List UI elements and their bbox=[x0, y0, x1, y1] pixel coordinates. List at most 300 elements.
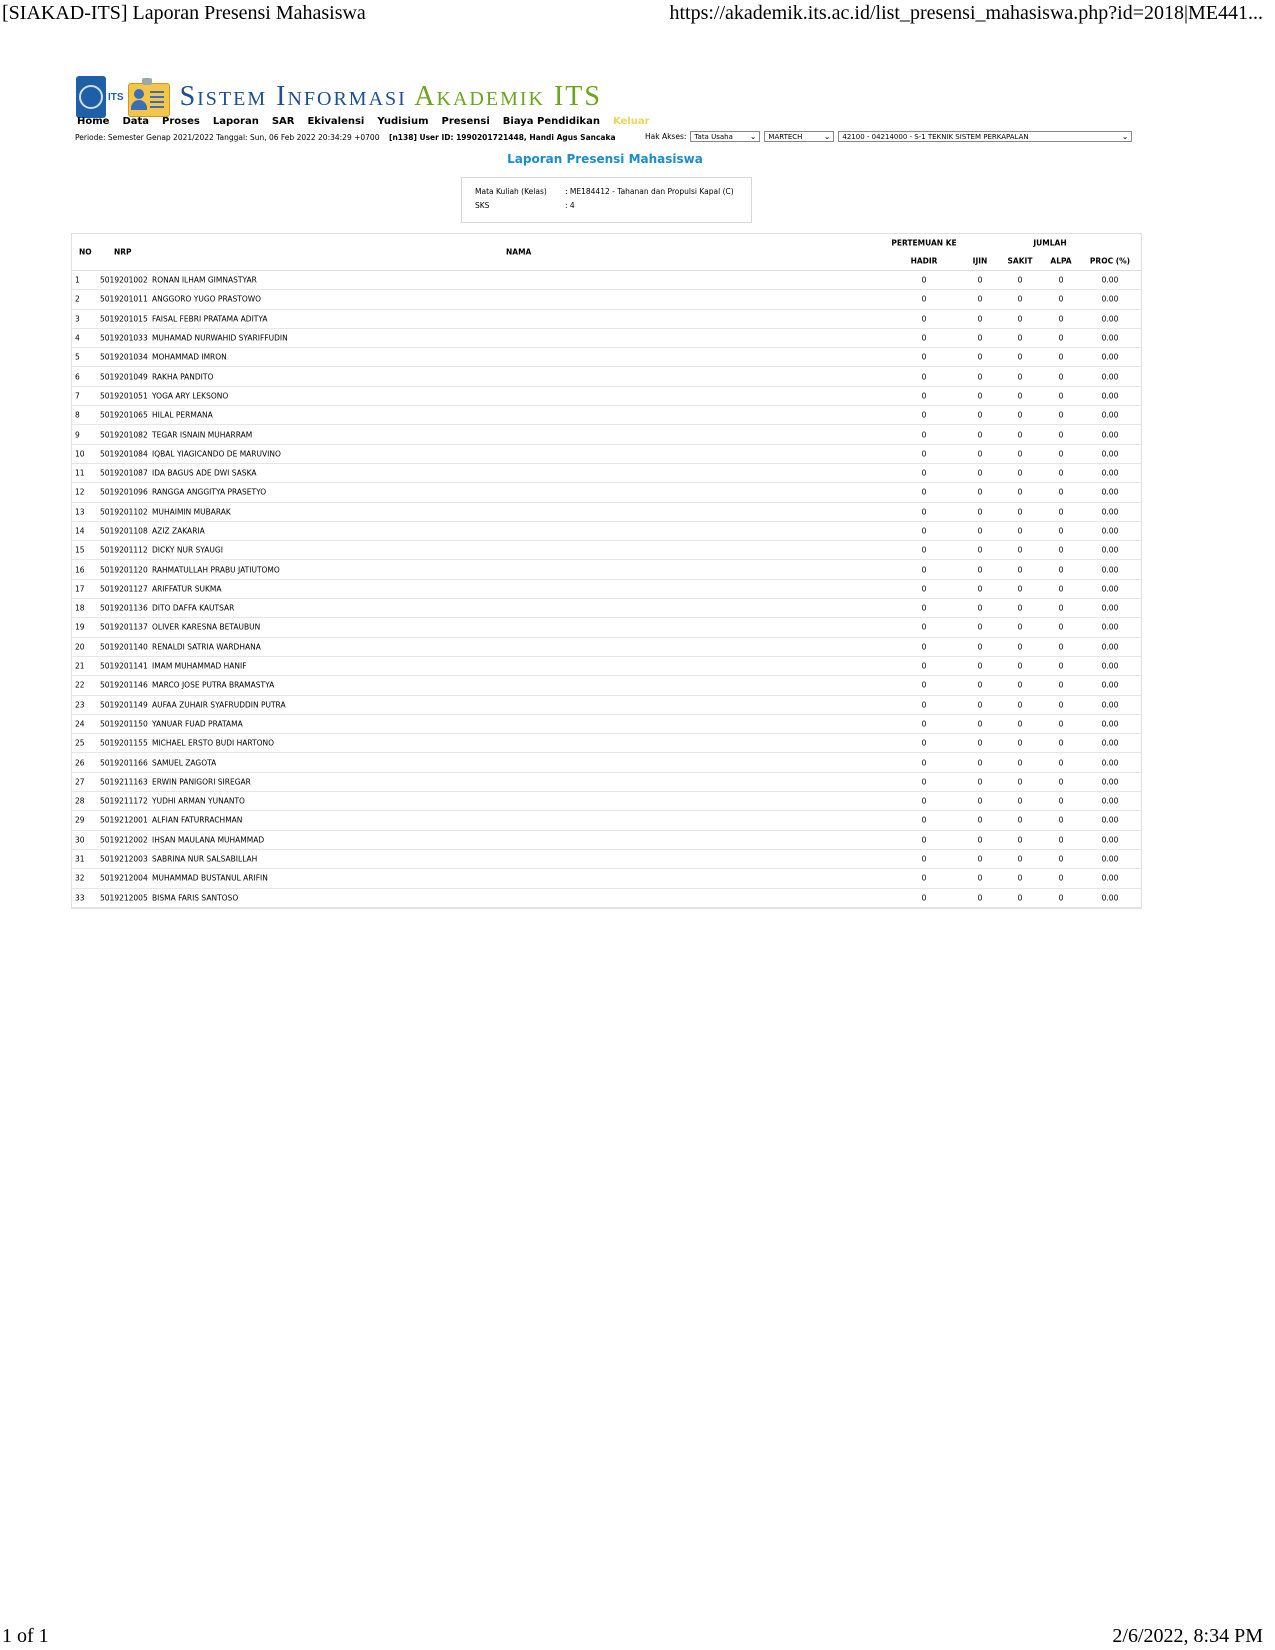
row-alpa: 0 bbox=[1058, 314, 1064, 324]
print-header-title: [SIAKAD-ITS] Laporan Presensi Mahasiswa bbox=[2, 2, 366, 24]
row-sakit: 0 bbox=[1017, 487, 1023, 497]
row-ijin: 0 bbox=[977, 545, 983, 555]
row-hadir: 0 bbox=[921, 584, 927, 594]
table-row bbox=[72, 464, 1141, 483]
row-sakit: 0 bbox=[1017, 622, 1023, 632]
row-no: 17 bbox=[75, 584, 85, 594]
nav-yudisium[interactable]: Yudisium bbox=[377, 116, 429, 127]
row-ijin: 0 bbox=[977, 777, 983, 787]
table-row bbox=[72, 618, 1141, 637]
row-sakit: 0 bbox=[1017, 430, 1023, 440]
row-proc: 0.00 bbox=[1101, 835, 1119, 845]
user-info: [n138] User ID: 1990201721448, Handi Agus Sancaka bbox=[389, 133, 616, 142]
its-label: ITS bbox=[108, 91, 124, 103]
row-hadir: 0 bbox=[921, 758, 927, 768]
id-card-icon bbox=[126, 77, 170, 117]
row-nama: YUDHI ARMAN YUNANTO bbox=[152, 796, 245, 806]
row-hadir: 0 bbox=[921, 468, 927, 478]
row-ijin: 0 bbox=[977, 700, 983, 710]
row-proc: 0.00 bbox=[1101, 391, 1119, 401]
row-nrp: 5019201150 bbox=[100, 719, 148, 729]
row-no: 14 bbox=[75, 526, 85, 536]
row-hadir: 0 bbox=[921, 333, 927, 343]
row-alpa: 0 bbox=[1058, 565, 1064, 575]
row-no: 20 bbox=[75, 642, 85, 652]
table-row bbox=[72, 541, 1141, 560]
row-sakit: 0 bbox=[1017, 545, 1023, 555]
row-hadir: 0 bbox=[921, 873, 927, 883]
row-no: 26 bbox=[75, 758, 85, 768]
row-nrp: 5019201082 bbox=[100, 430, 148, 440]
row-sakit: 0 bbox=[1017, 815, 1023, 825]
row-hadir: 0 bbox=[921, 487, 927, 497]
row-hadir: 0 bbox=[921, 680, 927, 690]
row-proc: 0.00 bbox=[1101, 777, 1119, 787]
row-nama: ANGGORO YUGO PRASTOWO bbox=[152, 294, 262, 304]
row-nrp: 5019201002 bbox=[100, 275, 148, 285]
row-alpa: 0 bbox=[1058, 391, 1064, 401]
row-nrp: 5019201141 bbox=[100, 661, 148, 671]
row-nrp: 5019201136 bbox=[100, 603, 148, 613]
table-row bbox=[72, 271, 1141, 290]
row-ijin: 0 bbox=[977, 873, 983, 883]
row-ijin: 0 bbox=[977, 487, 983, 497]
header-hadir: HADIR bbox=[910, 256, 938, 266]
row-proc: 0.00 bbox=[1101, 275, 1119, 285]
row-alpa: 0 bbox=[1058, 526, 1064, 536]
nav-presensi[interactable]: Presensi bbox=[441, 116, 490, 127]
nav-laporan[interactable]: Laporan bbox=[212, 116, 259, 127]
table-header-row-2 bbox=[72, 252, 1141, 271]
row-alpa: 0 bbox=[1058, 449, 1064, 459]
row-nama: MUHAMAD NURWAHID SYARIFFUDIN bbox=[152, 333, 288, 343]
table-row bbox=[72, 850, 1141, 869]
chevron-down-icon: ⌄ bbox=[749, 132, 757, 141]
row-ijin: 0 bbox=[977, 719, 983, 729]
row-nama: MICHAEL ERSTO BUDI HARTONO bbox=[152, 738, 275, 748]
row-proc: 0.00 bbox=[1101, 314, 1119, 324]
hak-akses-select[interactable]: Tata Usaha ⌄ bbox=[690, 131, 760, 142]
row-proc: 0.00 bbox=[1101, 700, 1119, 710]
row-hadir: 0 bbox=[921, 372, 927, 382]
chevron-down-icon: ⌄ bbox=[1121, 132, 1129, 141]
header-nama: NAMA bbox=[506, 247, 532, 257]
row-nrp: 5019201049 bbox=[100, 372, 148, 382]
table-row bbox=[72, 560, 1141, 579]
row-alpa: 0 bbox=[1058, 700, 1064, 710]
row-proc: 0.00 bbox=[1101, 507, 1119, 517]
header-sakit: SAKIT bbox=[1007, 256, 1033, 266]
row-no: 33 bbox=[75, 893, 85, 903]
table-row bbox=[72, 831, 1141, 850]
row-nama: DICKY NUR SYAUGI bbox=[152, 545, 223, 555]
row-alpa: 0 bbox=[1058, 430, 1064, 440]
access-selectors bbox=[645, 131, 1132, 142]
header-jumlah: JUMLAH bbox=[1033, 238, 1067, 248]
attendance-table bbox=[71, 233, 1142, 909]
row-nama: RENALDI SATRIA WARDHANA bbox=[152, 642, 261, 652]
row-sakit: 0 bbox=[1017, 584, 1023, 594]
row-alpa: 0 bbox=[1058, 545, 1064, 555]
header-no: NO bbox=[79, 247, 92, 257]
row-no: 27 bbox=[75, 777, 85, 787]
row-alpa: 0 bbox=[1058, 584, 1064, 594]
row-hadir: 0 bbox=[921, 449, 927, 459]
row-alpa: 0 bbox=[1058, 487, 1064, 497]
row-alpa: 0 bbox=[1058, 758, 1064, 768]
row-sakit: 0 bbox=[1017, 777, 1023, 787]
nav-proses[interactable]: Proses bbox=[162, 116, 200, 127]
row-hadir: 0 bbox=[921, 430, 927, 440]
table-row bbox=[72, 753, 1141, 772]
row-no: 29 bbox=[75, 815, 85, 825]
table-row bbox=[72, 310, 1141, 329]
row-sakit: 0 bbox=[1017, 893, 1023, 903]
row-hadir: 0 bbox=[921, 738, 927, 748]
periode-text: Periode: Semester Genap 2021/2022 Tanggal: Sun, 06 Feb 2022 20:34:29 +0700 bbox=[75, 133, 380, 142]
table-row bbox=[72, 348, 1141, 367]
row-ijin: 0 bbox=[977, 314, 983, 324]
row-hadir: 0 bbox=[921, 352, 927, 362]
row-sakit: 0 bbox=[1017, 873, 1023, 883]
row-sakit: 0 bbox=[1017, 314, 1023, 324]
unit-select[interactable]: MARTECH ⌄ bbox=[764, 131, 834, 142]
row-nama: FAISAL FEBRI PRATAMA ADITYA bbox=[152, 314, 268, 324]
row-proc: 0.00 bbox=[1101, 468, 1119, 478]
row-alpa: 0 bbox=[1058, 372, 1064, 382]
row-sakit: 0 bbox=[1017, 565, 1023, 575]
header-ijin: IJIN bbox=[972, 256, 988, 266]
row-nrp: 5019201065 bbox=[100, 410, 148, 420]
row-no: 12 bbox=[75, 487, 85, 497]
row-alpa: 0 bbox=[1058, 294, 1064, 304]
row-ijin: 0 bbox=[977, 584, 983, 594]
nav-biaya-pendidikan[interactable]: Biaya Pendidikan bbox=[502, 116, 600, 127]
table-header-row-1 bbox=[72, 234, 1141, 257]
nav-ekivalensi[interactable]: Ekivalensi bbox=[307, 116, 365, 127]
sks-value: : 4 bbox=[565, 201, 575, 210]
header-nrp: NRP bbox=[114, 247, 132, 257]
row-proc: 0.00 bbox=[1101, 565, 1119, 575]
row-hadir: 0 bbox=[921, 526, 927, 536]
row-proc: 0.00 bbox=[1101, 352, 1119, 362]
table-row bbox=[72, 483, 1141, 502]
row-proc: 0.00 bbox=[1101, 661, 1119, 671]
row-alpa: 0 bbox=[1058, 333, 1064, 343]
row-sakit: 0 bbox=[1017, 352, 1023, 362]
row-nama: YANUAR FUAD PRATAMA bbox=[152, 719, 243, 729]
row-proc: 0.00 bbox=[1101, 603, 1119, 613]
row-proc: 0.00 bbox=[1101, 680, 1119, 690]
session-info bbox=[75, 133, 616, 142]
row-no: 3 bbox=[75, 314, 80, 324]
nav-home[interactable]: Home bbox=[77, 116, 110, 127]
row-ijin: 0 bbox=[977, 275, 983, 285]
row-nrp: 5019201137 bbox=[100, 622, 148, 632]
table-row bbox=[72, 638, 1141, 657]
row-nrp: 5019201084 bbox=[100, 449, 148, 459]
row-no: 6 bbox=[75, 372, 80, 382]
table-row bbox=[72, 503, 1141, 522]
row-nrp: 5019211172 bbox=[100, 796, 148, 806]
row-nama: ERWIN PANIGORI SIREGAR bbox=[152, 777, 251, 787]
row-sakit: 0 bbox=[1017, 661, 1023, 671]
course-row-mk bbox=[475, 187, 734, 196]
table-row bbox=[72, 387, 1141, 406]
row-nama: BISMA FARIS SANTOSO bbox=[152, 893, 239, 903]
row-no: 28 bbox=[75, 796, 85, 806]
row-alpa: 0 bbox=[1058, 873, 1064, 883]
row-ijin: 0 bbox=[977, 468, 983, 478]
row-sakit: 0 bbox=[1017, 796, 1023, 806]
row-proc: 0.00 bbox=[1101, 758, 1119, 768]
row-nama: MARCO JOSE PUTRA BRAMASTYA bbox=[152, 680, 275, 690]
row-nama: RONAN ILHAM GIMNASTYAR bbox=[152, 275, 257, 285]
prodi-select[interactable]: 42100 - 04214000 - S-1 TEKNIK SISTEM PERKAPALAN ⌄ bbox=[838, 131, 1132, 142]
row-sakit: 0 bbox=[1017, 468, 1023, 478]
its-seal-icon bbox=[76, 76, 106, 118]
row-no: 21 bbox=[75, 661, 85, 671]
logo-title: Sistem Informasi Akademik ITS bbox=[179, 81, 602, 112]
row-proc: 0.00 bbox=[1101, 873, 1119, 883]
row-ijin: 0 bbox=[977, 893, 983, 903]
row-no: 13 bbox=[75, 507, 85, 517]
row-proc: 0.00 bbox=[1101, 893, 1119, 903]
row-no: 5 bbox=[75, 352, 80, 362]
table-row bbox=[72, 599, 1141, 618]
row-no: 22 bbox=[75, 680, 85, 690]
row-nrp: 5019201127 bbox=[100, 584, 148, 594]
table-row bbox=[72, 869, 1141, 888]
row-nama: IDA BAGUS ADE DWI SASKA bbox=[152, 468, 257, 478]
row-hadir: 0 bbox=[921, 391, 927, 401]
header-proc: PROC (%) bbox=[1089, 256, 1131, 266]
row-proc: 0.00 bbox=[1101, 449, 1119, 459]
row-nama: ARIFFATUR SUKMA bbox=[152, 584, 222, 594]
row-proc: 0.00 bbox=[1101, 642, 1119, 652]
row-ijin: 0 bbox=[977, 430, 983, 440]
row-hadir: 0 bbox=[921, 507, 927, 517]
row-nrp: 5019201015 bbox=[100, 314, 148, 324]
row-hadir: 0 bbox=[921, 294, 927, 304]
row-sakit: 0 bbox=[1017, 854, 1023, 864]
row-alpa: 0 bbox=[1058, 680, 1064, 690]
row-hadir: 0 bbox=[921, 777, 927, 787]
row-proc: 0.00 bbox=[1101, 584, 1119, 594]
row-ijin: 0 bbox=[977, 796, 983, 806]
row-sakit: 0 bbox=[1017, 680, 1023, 690]
row-no: 9 bbox=[75, 430, 80, 440]
table-row bbox=[72, 425, 1141, 444]
row-no: 23 bbox=[75, 700, 85, 710]
table-row bbox=[72, 290, 1141, 309]
row-sakit: 0 bbox=[1017, 507, 1023, 517]
row-proc: 0.00 bbox=[1101, 854, 1119, 864]
course-row-sks bbox=[475, 201, 575, 210]
row-alpa: 0 bbox=[1058, 893, 1064, 903]
row-hadir: 0 bbox=[921, 565, 927, 575]
row-nama: YOGA ARY LEKSONO bbox=[152, 391, 229, 401]
row-alpa: 0 bbox=[1058, 275, 1064, 285]
row-nrp: 5019212004 bbox=[100, 873, 148, 883]
row-nrp: 5019201051 bbox=[100, 391, 148, 401]
row-nama: RAKHA PANDITO bbox=[152, 372, 214, 382]
row-nama: IHSAN MAULANA MUHAMMAD bbox=[152, 835, 265, 845]
header-alpa: ALPA bbox=[1050, 256, 1072, 266]
table-row bbox=[72, 792, 1141, 811]
row-nrp: 5019212003 bbox=[100, 854, 148, 864]
row-hadir: 0 bbox=[921, 854, 927, 864]
row-ijin: 0 bbox=[977, 352, 983, 362]
row-sakit: 0 bbox=[1017, 333, 1023, 343]
row-ijin: 0 bbox=[977, 622, 983, 632]
row-ijin: 0 bbox=[977, 815, 983, 825]
siakad-logo[interactable] bbox=[76, 74, 602, 120]
row-nama: SAMUEL ZAGOTA bbox=[152, 758, 217, 768]
print-page-number: 1 of 1 bbox=[2, 1625, 49, 1647]
row-sakit: 0 bbox=[1017, 758, 1023, 768]
row-ijin: 0 bbox=[977, 449, 983, 459]
row-proc: 0.00 bbox=[1101, 622, 1119, 632]
row-sakit: 0 bbox=[1017, 410, 1023, 420]
row-nama: MOHAMMAD IMRON bbox=[152, 352, 227, 362]
row-sakit: 0 bbox=[1017, 719, 1023, 729]
row-hadir: 0 bbox=[921, 545, 927, 555]
sks-label: SKS bbox=[475, 201, 490, 210]
row-hadir: 0 bbox=[921, 661, 927, 671]
row-nama: RANGGA ANGGITYA PRASETYO bbox=[152, 487, 267, 497]
chevron-down-icon: ⌄ bbox=[823, 132, 831, 141]
main-nav bbox=[77, 116, 663, 127]
row-sakit: 0 bbox=[1017, 700, 1023, 710]
row-nama: DITO DAFFA KAUTSAR bbox=[152, 603, 235, 613]
row-nama: SABRINA NUR SALSABILLAH bbox=[152, 854, 258, 864]
row-sakit: 0 bbox=[1017, 449, 1023, 459]
table-row bbox=[72, 329, 1141, 348]
table-row bbox=[72, 734, 1141, 753]
row-nrp: 5019201108 bbox=[100, 526, 148, 536]
row-proc: 0.00 bbox=[1101, 410, 1119, 420]
row-hadir: 0 bbox=[921, 622, 927, 632]
row-alpa: 0 bbox=[1058, 738, 1064, 748]
row-no: 10 bbox=[75, 449, 85, 459]
row-proc: 0.00 bbox=[1101, 487, 1119, 497]
row-sakit: 0 bbox=[1017, 603, 1023, 613]
row-sakit: 0 bbox=[1017, 391, 1023, 401]
row-nama: AZIZ ZAKARIA bbox=[152, 526, 205, 536]
row-sakit: 0 bbox=[1017, 372, 1023, 382]
row-alpa: 0 bbox=[1058, 777, 1064, 787]
mk-label: Mata Kuliah (Kelas) bbox=[475, 187, 547, 196]
table-row bbox=[72, 889, 1141, 908]
row-no: 24 bbox=[75, 719, 85, 729]
row-no: 11 bbox=[75, 468, 85, 478]
row-sakit: 0 bbox=[1017, 294, 1023, 304]
table-row bbox=[72, 406, 1141, 425]
table-row bbox=[72, 773, 1141, 792]
table-row bbox=[72, 522, 1141, 541]
hak-akses-label: Hak Akses: bbox=[645, 132, 687, 141]
row-nama: RAHMATULLAH PRABU JATIUTOMO bbox=[152, 565, 280, 575]
row-nama: HILAL PERMANA bbox=[152, 410, 213, 420]
row-nrp: 5019201102 bbox=[100, 507, 148, 517]
row-ijin: 0 bbox=[977, 294, 983, 304]
row-sakit: 0 bbox=[1017, 275, 1023, 285]
row-no: 7 bbox=[75, 391, 80, 401]
row-hadir: 0 bbox=[921, 603, 927, 613]
row-no: 19 bbox=[75, 622, 85, 632]
row-nrp: 5019212005 bbox=[100, 893, 148, 903]
row-no: 32 bbox=[75, 873, 85, 883]
header-pertemuan: PERTEMUAN KE bbox=[891, 238, 957, 248]
row-nrp: 5019211163 bbox=[100, 777, 148, 787]
row-no: 4 bbox=[75, 333, 80, 343]
table-row bbox=[72, 715, 1141, 734]
row-ijin: 0 bbox=[977, 835, 983, 845]
row-proc: 0.00 bbox=[1101, 526, 1119, 536]
row-ijin: 0 bbox=[977, 410, 983, 420]
table-row bbox=[72, 676, 1141, 695]
row-proc: 0.00 bbox=[1101, 738, 1119, 748]
row-sakit: 0 bbox=[1017, 738, 1023, 748]
row-nama: IQBAL YIAGICANDO DE MARUVINO bbox=[152, 449, 281, 459]
page-title: Laporan Presensi Mahasiswa bbox=[507, 152, 703, 166]
logout-link[interactable]: Keluar bbox=[612, 116, 650, 127]
row-alpa: 0 bbox=[1058, 796, 1064, 806]
row-hadir: 0 bbox=[921, 893, 927, 903]
row-alpa: 0 bbox=[1058, 603, 1064, 613]
row-nrp: 5019201146 bbox=[100, 680, 148, 690]
row-proc: 0.00 bbox=[1101, 430, 1119, 440]
row-alpa: 0 bbox=[1058, 815, 1064, 825]
mk-value: : ME184412 - Tahanan dan Propulsi Kapal (C) bbox=[565, 187, 734, 196]
course-info-box bbox=[461, 177, 752, 223]
row-ijin: 0 bbox=[977, 372, 983, 382]
row-nama: ALFIAN FATURRACHMAN bbox=[152, 815, 243, 825]
row-nrp: 5019212002 bbox=[100, 835, 148, 845]
row-nrp: 5019201096 bbox=[100, 487, 148, 497]
row-nama: MUHAIMIN MUBARAK bbox=[152, 507, 231, 517]
row-sakit: 0 bbox=[1017, 642, 1023, 652]
row-sakit: 0 bbox=[1017, 835, 1023, 845]
row-ijin: 0 bbox=[977, 758, 983, 768]
row-nrp: 5019201087 bbox=[100, 468, 148, 478]
row-proc: 0.00 bbox=[1101, 815, 1119, 825]
row-nrp: 5019201120 bbox=[100, 565, 148, 575]
nav-data[interactable]: Data bbox=[122, 116, 150, 127]
nav-sar[interactable]: SAR bbox=[271, 116, 295, 127]
row-ijin: 0 bbox=[977, 854, 983, 864]
row-hadir: 0 bbox=[921, 796, 927, 806]
row-alpa: 0 bbox=[1058, 661, 1064, 671]
row-hadir: 0 bbox=[921, 410, 927, 420]
print-header-url: https://akademik.its.ac.id/list_presensi_mahasiswa.php?id=2018|ME441... bbox=[669, 2, 1263, 24]
row-ijin: 0 bbox=[977, 526, 983, 536]
row-ijin: 0 bbox=[977, 565, 983, 575]
row-alpa: 0 bbox=[1058, 835, 1064, 845]
row-alpa: 0 bbox=[1058, 642, 1064, 652]
table-body bbox=[72, 271, 1141, 908]
row-nrp: 5019201140 bbox=[100, 642, 148, 652]
print-date: 2/6/2022, 8:34 PM bbox=[1112, 1625, 1263, 1647]
row-ijin: 0 bbox=[977, 642, 983, 652]
row-alpa: 0 bbox=[1058, 352, 1064, 362]
table-row bbox=[72, 696, 1141, 715]
row-ijin: 0 bbox=[977, 661, 983, 671]
row-proc: 0.00 bbox=[1101, 719, 1119, 729]
table-row bbox=[72, 445, 1141, 464]
row-alpa: 0 bbox=[1058, 507, 1064, 517]
